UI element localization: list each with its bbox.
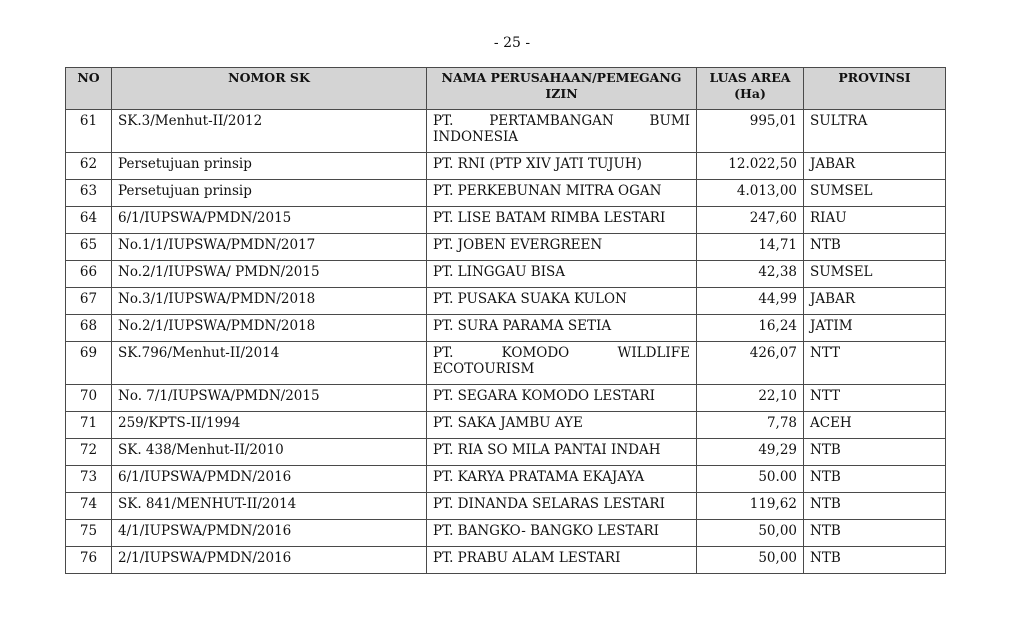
nomor-sk: SK. 438/Menhut-II/2010 — [112, 439, 427, 466]
table-row — [66, 412, 946, 439]
province: JABAR — [804, 153, 946, 180]
row-number: 76 — [66, 547, 112, 574]
header-luas-area: LUAS AREA (Ha) — [697, 68, 804, 110]
row-number: 68 — [66, 315, 112, 342]
row-number: 64 — [66, 207, 112, 234]
area-value: 7,78 — [697, 412, 804, 439]
company-name: PT. DINANDA SELARAS LESTARI — [427, 493, 697, 520]
province: JABAR — [804, 288, 946, 315]
nomor-sk: Persetujuan prinsip — [112, 153, 427, 180]
company-name: PT. KOMODO WILDLIFE ECOTOURISM — [427, 342, 697, 385]
province: NTT — [804, 385, 946, 412]
table-row — [66, 110, 946, 153]
header-provinsi: PROVINSI — [804, 68, 946, 110]
table-row — [66, 234, 946, 261]
area-value: 4.013,00 — [697, 180, 804, 207]
page-number: - 25 - — [493, 35, 531, 51]
company-name: PT. RNI (PTP XIV JATI TUJUH) — [427, 153, 697, 180]
table-row — [66, 439, 946, 466]
row-number: 67 — [66, 288, 112, 315]
table-row — [66, 261, 946, 288]
nomor-sk: 259/KPTS-II/1994 — [112, 412, 427, 439]
company-name: PT. SEGARA KOMODO LESTARI — [427, 385, 697, 412]
province: NTT — [804, 342, 946, 385]
area-value: 16,24 — [697, 315, 804, 342]
company-name: PT. PERTAMBANGAN BUMI INDONESIA — [427, 110, 697, 153]
row-number: 66 — [66, 261, 112, 288]
table-row — [66, 520, 946, 547]
permit-table — [65, 67, 946, 574]
province: NTB — [804, 466, 946, 493]
row-number: 63 — [66, 180, 112, 207]
header-nomor-sk: NOMOR SK — [112, 68, 427, 110]
province: ACEH — [804, 412, 946, 439]
table-body — [66, 110, 946, 574]
company-name: PT. PRABU ALAM LESTARI — [427, 547, 697, 574]
nomor-sk: 4/1/IUPSWA/PMDN/2016 — [112, 520, 427, 547]
header-no: NO — [66, 68, 112, 110]
province: SUMSEL — [804, 261, 946, 288]
company-name: PT. KARYA PRATAMA EKAJAYA — [427, 466, 697, 493]
company-name: PT. PERKEBUNAN MITRA OGAN — [427, 180, 697, 207]
province: NTB — [804, 439, 946, 466]
table-header-row — [66, 68, 946, 110]
company-name: PT. LINGGAU BISA — [427, 261, 697, 288]
area-value: 12.022,50 — [697, 153, 804, 180]
row-number: 71 — [66, 412, 112, 439]
company-name: PT. RIA SO MILA PANTAI INDAH — [427, 439, 697, 466]
area-value: 44,99 — [697, 288, 804, 315]
nomor-sk: No.3/1/IUPSWA/PMDN/2018 — [112, 288, 427, 315]
nomor-sk: 2/1/IUPSWA/PMDN/2016 — [112, 547, 427, 574]
nomor-sk: 6/1/IUPSWA/PMDN/2016 — [112, 466, 427, 493]
table-row — [66, 315, 946, 342]
province: NTB — [804, 520, 946, 547]
area-value: 22,10 — [697, 385, 804, 412]
province: NTB — [804, 234, 946, 261]
company-name: PT. SURA PARAMA SETIA — [427, 315, 697, 342]
row-number: 74 — [66, 493, 112, 520]
company-name: PT. BANGKO- BANGKO LESTARI — [427, 520, 697, 547]
row-number: 69 — [66, 342, 112, 385]
area-value: 426,07 — [697, 342, 804, 385]
nomor-sk: 6/1/IUPSWA/PMDN/2015 — [112, 207, 427, 234]
area-value: 50.00 — [697, 466, 804, 493]
province: NTB — [804, 493, 946, 520]
header-nama-perusahaan: NAMA PERUSAHAAN/PEMEGANG IZIN — [427, 68, 697, 110]
table-row — [66, 466, 946, 493]
table-row — [66, 180, 946, 207]
province: SUMSEL — [804, 180, 946, 207]
table-row — [66, 342, 946, 385]
company-name: PT. JOBEN EVERGREEN — [427, 234, 697, 261]
province: NTB — [804, 547, 946, 574]
table-row — [66, 547, 946, 574]
row-number: 73 — [66, 466, 112, 493]
table-row — [66, 207, 946, 234]
area-value: 995,01 — [697, 110, 804, 153]
company-name: PT. LISE BATAM RIMBA LESTARI — [427, 207, 697, 234]
area-value: 247,60 — [697, 207, 804, 234]
area-value: 42,38 — [697, 261, 804, 288]
row-number: 75 — [66, 520, 112, 547]
area-value: 119,62 — [697, 493, 804, 520]
province: SULTRA — [804, 110, 946, 153]
nomor-sk: SK.796/Menhut-II/2014 — [112, 342, 427, 385]
nomor-sk: No. 7/1/IUPSWA/PMDN/2015 — [112, 385, 427, 412]
row-number: 70 — [66, 385, 112, 412]
nomor-sk: Persetujuan prinsip — [112, 180, 427, 207]
nomor-sk: No.1/1/IUPSWA/PMDN/2017 — [112, 234, 427, 261]
company-name: PT. PUSAKA SUAKA KULON — [427, 288, 697, 315]
province: JATIM — [804, 315, 946, 342]
table-row — [66, 493, 946, 520]
row-number: 62 — [66, 153, 112, 180]
company-name: PT. SAKA JAMBU AYE — [427, 412, 697, 439]
row-number: 72 — [66, 439, 112, 466]
area-value: 49,29 — [697, 439, 804, 466]
province: RIAU — [804, 207, 946, 234]
nomor-sk: SK. 841/MENHUT-II/2014 — [112, 493, 427, 520]
nomor-sk: No.2/1/IUPSWA/PMDN/2018 — [112, 315, 427, 342]
row-number: 61 — [66, 110, 112, 153]
table-row — [66, 385, 946, 412]
area-value: 50,00 — [697, 520, 804, 547]
table-row — [66, 288, 946, 315]
area-value: 14,71 — [697, 234, 804, 261]
row-number: 65 — [66, 234, 112, 261]
nomor-sk: SK.3/Menhut-II/2012 — [112, 110, 427, 153]
area-value: 50,00 — [697, 547, 804, 574]
nomor-sk: No.2/1/IUPSWA/ PMDN/2015 — [112, 261, 427, 288]
table-row — [66, 153, 946, 180]
